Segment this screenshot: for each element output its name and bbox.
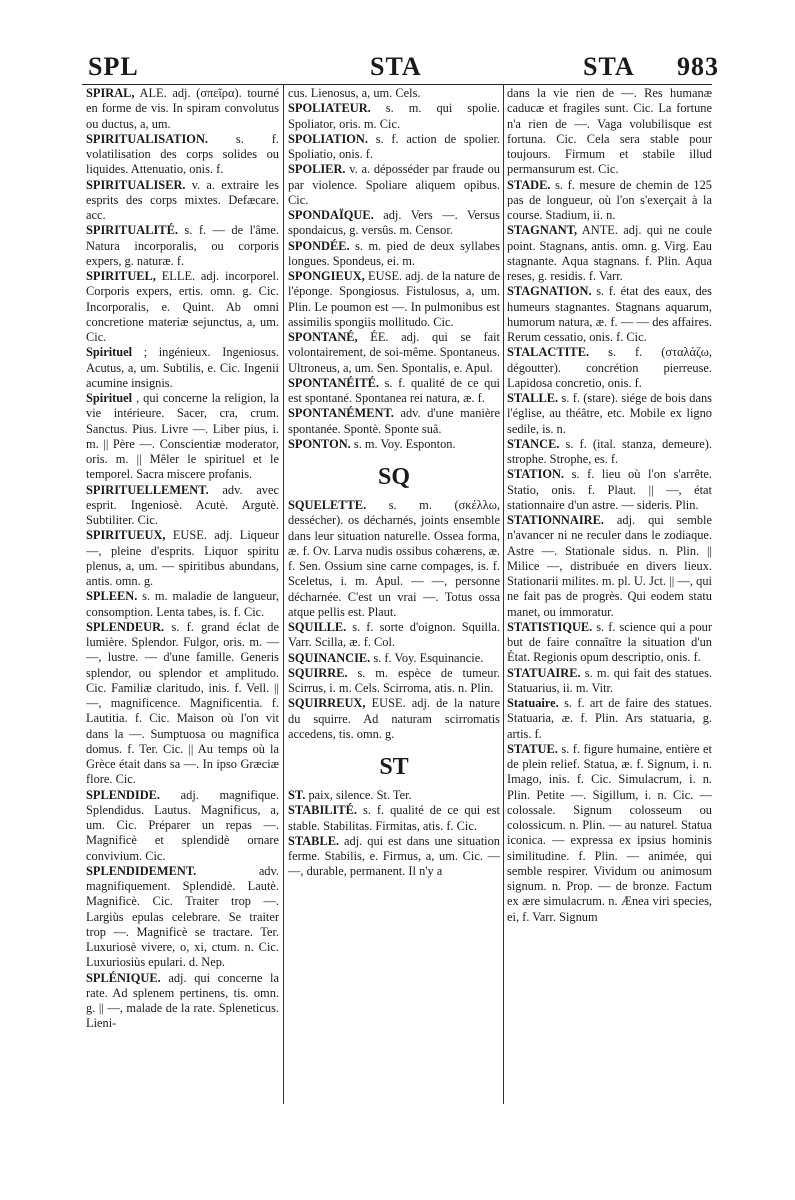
- entry-definition: s. f. état des eaux, des humeurs stagnantes. Stagnans aquarum, humorum natura, æ. f. — — des affaires. Rerum cessatio, onis. f. Cic.: [507, 284, 712, 344]
- entry-definition: s. f. (σταλάζω, dégoutter). concrétion pierreuse. Lapidosa concretio, onis. f.: [507, 345, 712, 390]
- dictionary-entry: [86, 391, 279, 483]
- entry-definition: s. f. mesure de chemin de 125 pas de longueur, où l'on s'exerçait à la course. Stadium, ii. n.: [507, 177, 712, 222]
- header-right-guideword: STA: [583, 52, 635, 81]
- headword: STATISTIQUE.: [507, 619, 593, 634]
- section-heading-sq: SQ: [377, 464, 410, 490]
- entry-definition: s. m. (σκέλλω, dessécher). os décharnés, joints ensemble dans leur situation naturelle. Ossea forma, æ. f. Ov. Larva nudis ossibus cohærens, æ. f. Sen. Ossium sine carne compages, is. f. Sceletus, i. m. Apul. — —, personne décharnée. C'est un vrai —. Totus ossa atque pellis est. Plaut.: [288, 498, 500, 619]
- entry-definition: s. f. qualité de ce qui est stable. Stabilitas. Firmitas, atis. f. Cic.: [288, 803, 500, 833]
- entry-definition: ÉE. adj. qui se fait volontairement, de soi-même. Spontaneus. Ultroneus, a, um. Sen. Spontalis, e. Apul.: [288, 330, 500, 375]
- headword: SPONTANÉ,: [288, 330, 358, 344]
- headword: SQUIRRE.: [288, 665, 348, 680]
- dictionary-entry: [288, 376, 500, 407]
- section-heading-st: ST: [379, 754, 409, 780]
- dictionary-entry: [288, 803, 500, 834]
- entry-definition: s. f. grand éclat de lumière. Splendor. Fulgor, oris. m. — —, lustre. — d'une famille. Generis splendor, ou splendor et amplitudo. Cic. Familiæ claritudo, inis. f. Vell. || —, magnificence. Magnificentia. f. Lautitia. f. Cic. Maison où l'on vit dans la —. Sumptuosa ou magnifica domus. f. Ter. Cic. || Au temps où la Grèce était dans sa —. In ipso Græciæ flore. Cic.: [86, 619, 279, 787]
- headword: STAGNATION.: [507, 284, 592, 299]
- headword: STANCE.: [507, 436, 560, 451]
- page-number: 983: [677, 52, 719, 81]
- headword: STABLE.: [288, 833, 340, 848]
- dictionary-entry: [288, 208, 500, 239]
- headword: STATION.: [507, 467, 565, 482]
- dictionary-entry: [507, 284, 712, 345]
- entry-definition: s. m. qui spolie. Spoliator, oris. m. Cic.: [288, 101, 500, 131]
- dictionary-entry: [288, 788, 500, 803]
- continued-entry-text: dans la vie rien de —. Res humanæ caducæ et fragiles sunt. Cic. La fortune n'a rien de —. Vaga volubilisque est fortuna. Cic. Cela sera stable pour toujours. Firmum et stabile illud permansurum est. Cic.: [507, 86, 712, 177]
- entry-definition: s. m. espèce de tumeur. Scirrus, i. m. Cels. Scirroma, atis. n. Plin.: [288, 665, 500, 695]
- entry-definition: adv. d'une manière spontanée. Spontè. Sponte suâ.: [288, 406, 500, 436]
- dictionary-entry: [288, 834, 500, 880]
- dictionary-entry: [288, 696, 500, 742]
- dictionary-entry: [86, 620, 279, 788]
- dictionary-entry: [288, 666, 500, 697]
- column-2: [288, 86, 500, 880]
- headword: ST.: [288, 788, 306, 802]
- entry-definition: s. f. art de faire des statues. Statuaria, æ. f. Plin. Ars statuaria, g. artis. f.: [507, 696, 712, 741]
- entry-definition: adj. Vers —. Versus spondaicus, g. versûs. m. Censor.: [288, 208, 500, 238]
- entry-definition: s. f. Voy. Esquinancie.: [373, 650, 484, 665]
- entry-definition: s. f. — de l'âme. Natura incorporalis, ou corporis expers, g. naturæ. f.: [86, 223, 279, 268]
- entry-definition: EUSE. adj. Liqueur —, pleine d'esprits. Liquor spiritu plenus, a, um. — spiritibus abundans, antis. omn. g.: [86, 528, 279, 588]
- dictionary-entry: [507, 696, 712, 742]
- entry-definition: adj. qui semble n'avancer ni ne reculer dans le zodiaque. Astre —. Stationale sidus. n. Plin. || Milice —, distribuée en divers lieux. Stationarii milites. m. pl. U. Jct. || —, qui ne fait pas de progrès. Qui eodem statu manet, ou immoratur.: [507, 513, 712, 619]
- headword: SPOLIATION.: [288, 131, 368, 146]
- dictionary-entry: [507, 223, 712, 284]
- headword: SPONGIEUX,: [288, 269, 365, 283]
- entry-definition: s. f. volatilisation des corps solides ou liquides. Attenuatio, onis. f.: [86, 131, 279, 177]
- entry-definition: adj. qui est dans une situation ferme. Stabilis, e. Firmus, a, um. Cic. — —, durable, permanent. Il n'y a: [288, 833, 500, 879]
- dictionary-entry: [507, 391, 712, 437]
- column-divider-1: [283, 84, 284, 1104]
- dictionary-entry: [288, 239, 500, 270]
- column-3: [507, 86, 712, 925]
- entry-definition: s. f. (ital. stanza, demeure). strophe. Strophe, es. f.: [507, 436, 712, 466]
- header-left-guideword: SPL: [88, 52, 139, 81]
- entry-definition: paix, silence. St. Ter.: [308, 788, 412, 802]
- headword: SPIRITUELLEMENT.: [86, 482, 209, 497]
- entry-definition: adj. magnifique. Splendidus. Lautus. Magnificus, a, um. Cic. Préparer un repas —. Magnificè et splendidè ornare convivium. Cic.: [86, 787, 279, 863]
- dictionary-entry: [86, 528, 279, 589]
- dictionary-entry: [86, 345, 279, 391]
- header-center-guideword: STA: [370, 52, 422, 81]
- entry-definition: adv. avec esprit. Ingeniosè. Acutè. Argutè. Subtiliter. Cic.: [86, 482, 279, 527]
- entry-definition: s. m. pied de deux syllabes longues. Spondeus, ei. m.: [288, 238, 500, 268]
- entry-definition: s. f. sorte d'oignon. Squilla. Varr. Scilla, æ. f. Col.: [288, 620, 500, 650]
- entry-definition: v. a. extraire les esprits des corps mixtes. Defæcare. acc.: [86, 177, 279, 222]
- entry-definition: EUSE. adj. de la nature de l'éponge. Spongiosus. Fistulosus, a, um. Plin. Le poumon est —. In pulmonibus est assimilis spongiis mollitudo. Cic.: [288, 269, 500, 329]
- headword: STADE.: [507, 177, 551, 192]
- headword: SPONDÉE.: [288, 238, 350, 253]
- dictionary-entry: [507, 345, 712, 391]
- headword: SPONTANÉITÉ.: [288, 375, 379, 390]
- entry-definition: ANTE. adj. qui ne coule point. Stagnans, antis. omn. g. Virg. Eau stagnante. Aqua stagnans. f. Plin. Aqua reses, g. residis. f. Varr.: [507, 223, 712, 283]
- continued-entry-text: cus. Lienosus, a, um. Cels.: [288, 86, 421, 100]
- dictionary-entry: [288, 437, 500, 452]
- dictionary-entry: [86, 223, 279, 269]
- dictionary-entry: [288, 620, 500, 651]
- entry-definition: ALE. adj. (σπεῖρα). tourné en forme de vis. In spiram convolutus ou ductus, a, um.: [86, 86, 279, 131]
- headword: SPIRAL,: [86, 86, 135, 100]
- dictionary-entry: [288, 406, 500, 437]
- headword: SPLENDIDE.: [86, 787, 161, 802]
- entry-definition: adv. magnifiquement. Splendidè. Lautè. Magnificè. Cic. Traiter trop —. Largiùs epulas celebrare. Se traiter trop —. Magnificè se tractare. Ter. Luxuriosè vivere, o, xi, ctum. n. Cic. Luxuriosiùs epulari. d. Nep.: [86, 863, 279, 970]
- headword: SPIRITUEUX,: [86, 528, 166, 543]
- entry-definition: ; ingénieux. Ingeniosus. Acutus, a, um. Subtilis, e. Cic. Ingenii acumine insignis.: [86, 345, 279, 390]
- entry-definition: s. f. qualité de ce qui est spontané. Spontanea rei natura, æ. f.: [288, 375, 500, 405]
- headword: SPOLIATEUR.: [288, 101, 371, 116]
- entry-definition: s. f. lieu où l'on s'arrête. Statio, onis. f. Plaut. || —, état stationnaire d'un astre. — sideris. Plin.: [507, 467, 712, 512]
- headword: SPLEEN.: [86, 589, 138, 604]
- entry-definition: s. f. science qui a pour but de faire connaître la situation d'un État. Regionis opum descriptio, onis. f.: [507, 619, 712, 665]
- dictionary-entry: [507, 467, 712, 513]
- dictionary-entry: [86, 178, 279, 224]
- headword: STAGNANT,: [507, 223, 578, 238]
- entry-definition: s. m. qui fait des statues. Statuarius, ii. m. Vitr.: [507, 665, 712, 695]
- entry-definition: , qui concerne la religion, la vie intérieure. Sacer, cra, crum. Sanctus. Pius. Livre —. Liber pius, i. m. || Père —. Conscientiæ moderator, oris. m. || Mêler le spirituel et le temporel. Sacra miscere profanis.: [86, 391, 279, 482]
- headword: SPIRITUEL,: [86, 269, 156, 283]
- dictionary-entry: [86, 269, 279, 345]
- headword: STATUE.: [507, 741, 558, 756]
- dictionary-entry: [288, 162, 500, 208]
- dictionary-entry: [86, 864, 279, 971]
- headword: SPIRITUALISATION.: [86, 131, 208, 146]
- column-divider-2: [503, 84, 504, 1104]
- headword: SQUILLE.: [288, 620, 347, 634]
- dictionary-entry: [507, 666, 712, 697]
- dictionary-entry: [288, 132, 500, 163]
- entry-definition: adj. qui concerne la rate. Ad splenem pertinens, tis. omn. g. || —, malade de la rate. Spleneticus. Lieni-: [86, 970, 279, 1031]
- dictionary-entry: [288, 330, 500, 376]
- dictionary-entry: [86, 86, 279, 132]
- entry-definition: s. f. (stare). siége de bois dans l'église, au théâtre, etc. Mobile ex ligno sedile, is. n.: [507, 391, 712, 436]
- entry-definition: s. f. figure humaine, entière et de plein relief. Statua, æ. f. Signum, i. n. Imago, inis. f. Cic. Simulacrum, i. n. Plin. Petite —. Sigillum, i. n. Cic. — colossale. Signum colosseum ou colossicum. n. Plin. — au naturel. Statua iconica. — expressa ex ipsius hominis similitudine. f. Plin. — animée, qui semble respirer. Vividum ou animosum signum. n. Prop. — de bronze. Factum ex ære simulacrum. n. Ænea viri species, ei, f. Varr. Signum: [507, 741, 712, 924]
- entry-definition: v. a. déposséder par fraude ou par violence. Spoliare aliquem opibus. Cic.: [288, 162, 500, 207]
- headword: SQUELETTE.: [288, 498, 367, 512]
- dictionary-entry: [507, 437, 712, 468]
- headword: STALLE.: [507, 391, 559, 405]
- entry-definition: s. m. maladie de langueur, consomption. Lenta tabes, is. f. Cic.: [86, 589, 279, 619]
- dictionary-entry: [288, 269, 500, 330]
- headword: SPIRITUALISER.: [86, 177, 186, 192]
- dictionary-entry: [507, 620, 712, 666]
- dictionary-entry: [507, 742, 712, 925]
- entry-definition: ELLE. adj. incorporel. Corporis expers, ertis. omn. g. Cic. Incorporalis, e. Quint. Ab omni concretione materiæ sejunctus, a, um. Cic.: [86, 269, 279, 344]
- dictionary-entry: [86, 788, 279, 864]
- headword: SPLENDIDEMENT.: [86, 863, 197, 878]
- dictionary-entry: [86, 589, 279, 620]
- dictionary-entry: [288, 101, 500, 132]
- dictionary-entry: [507, 513, 712, 620]
- headword: SPIRITUALITÉ.: [86, 223, 178, 238]
- headword: STATUAIRE.: [507, 665, 581, 680]
- headword: SQUINANCIE.: [288, 650, 371, 665]
- headword: SQUIRREUX,: [288, 696, 366, 711]
- headword: SPLÉNIQUE.: [86, 970, 161, 985]
- headword: SPLENDEUR.: [86, 619, 165, 634]
- header-rule: [82, 84, 712, 85]
- headword: Spirituel: [86, 391, 133, 405]
- entry-definition: s. m. Voy. Esponton.: [353, 436, 456, 451]
- dictionary-entry: [86, 132, 279, 178]
- column-1: [86, 86, 279, 1032]
- headword: SPONTON.: [288, 436, 351, 451]
- headword: Spirituel: [86, 345, 133, 360]
- headword: SPONDAÏQUE.: [288, 208, 374, 222]
- headword: SPONTANÉMENT.: [288, 406, 394, 421]
- entry-definition: EUSE. adj. de la nature du squirre. Ad naturam scirromatis accedens, tis. omn. g.: [288, 696, 500, 741]
- dictionary-entry: [86, 971, 279, 1032]
- entry-definition: s. f. action de spolier. Spoliatio, onis. f.: [288, 131, 500, 161]
- dictionary-entry: [86, 483, 279, 529]
- headword: STATIONNAIRE.: [507, 513, 604, 527]
- dictionary-entry: [507, 178, 712, 224]
- headword: SPOLIER.: [288, 162, 346, 177]
- headword: Statuaire.: [507, 696, 559, 710]
- dictionary-entry: [288, 651, 500, 666]
- dictionary-entry: [288, 498, 500, 620]
- headword: STALACTITE.: [507, 345, 590, 360]
- headword: STABILITÉ.: [288, 803, 357, 818]
